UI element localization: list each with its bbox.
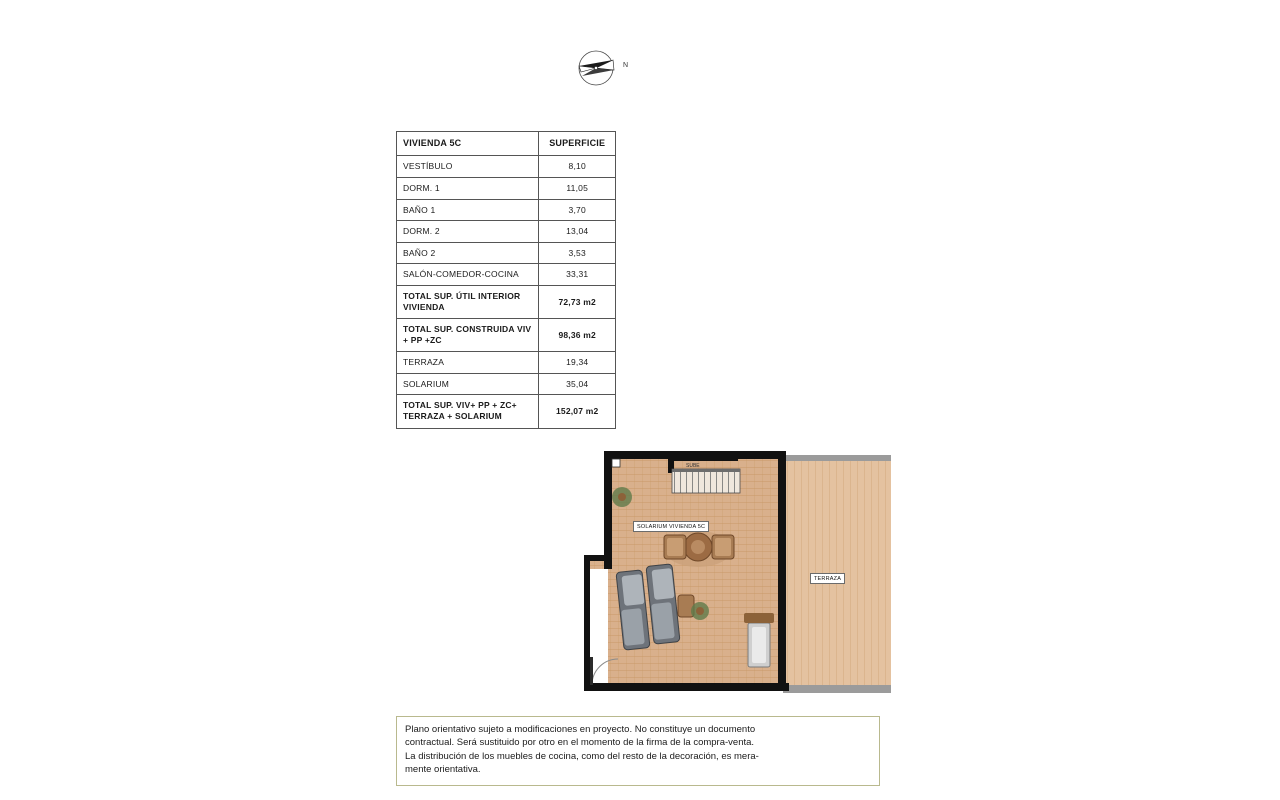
room-area: 33,31 [539, 264, 616, 286]
table-header-row [397, 132, 616, 156]
surface-area-table [396, 131, 616, 429]
solarium-label: SOLARIUM VIVIENDA 5C [633, 521, 709, 532]
room-area: 13,04 [539, 221, 616, 243]
disclaimer-line-4: mente orientativa. [405, 764, 481, 776]
room-area: 72,73 m2 [539, 286, 616, 319]
disclaimer-line-3: La distribución de los muebles de cocina, como del resto de la decoración, es mera- [405, 750, 759, 762]
compass-north-icon [570, 46, 628, 90]
compass [570, 46, 628, 90]
room-area: 19,34 [539, 352, 616, 374]
table-header-dwelling: VIVIENDA 5C [397, 132, 539, 156]
surface-table-body [397, 132, 616, 429]
table-header-surface: SUPERFICIE [539, 132, 616, 156]
disclaimer-line-1: Plano orientativo sujeto a modificaciones en proyecto. No constituye un documento [405, 724, 756, 735]
table-row-total [397, 286, 616, 319]
table-row-total [397, 319, 616, 352]
table-row [397, 352, 616, 374]
table-row [397, 242, 616, 264]
compass-north-label: N [622, 62, 628, 69]
room-name: TOTAL SUP. CONSTRUIDA VIV + PP +ZC [397, 319, 539, 352]
disclaimer-line-2: contractual. Será sustituido por otro en el momento de la firma de la compra-venta. [405, 737, 755, 749]
room-name: SOLARIUM [397, 373, 539, 395]
floor-plan-drawing [578, 447, 898, 705]
table-row [397, 177, 616, 199]
room-area: 98,36 m2 [539, 319, 616, 352]
table-row [397, 373, 616, 395]
room-area: 35,04 [539, 373, 616, 395]
table-row [397, 156, 616, 178]
room-name: BAÑO 1 [397, 199, 539, 221]
terraza-label: TERRAZA [810, 573, 845, 584]
room-area: 3,53 [539, 242, 616, 264]
room-area: 152,07 m2 [539, 395, 616, 428]
room-name: TERRAZA [397, 352, 539, 374]
svg-text:SUBE: SUBE [686, 463, 700, 469]
room-name: DORM. 1 [397, 177, 539, 199]
room-area: 8,10 [539, 156, 616, 178]
room-name: TOTAL SUP. ÚTIL INTERIOR VIVIENDA [397, 286, 539, 319]
table-row [397, 221, 616, 243]
disclaimer-box [396, 716, 880, 786]
room-area: 11,05 [539, 177, 616, 199]
corner-fixture [612, 459, 620, 467]
table-row [397, 199, 616, 221]
room-name: SALÓN-COMEDOR-COCINA [397, 264, 539, 286]
room-name: TOTAL SUP. VIV+ PP + ZC+ TERRAZA + SOLARIUM [397, 395, 539, 428]
table-row [397, 264, 616, 286]
room-name: BAÑO 2 [397, 242, 539, 264]
floor-plan [578, 447, 898, 705]
room-area: 3,70 [539, 199, 616, 221]
room-name: VESTÍBULO [397, 156, 539, 178]
room-name: DORM. 2 [397, 221, 539, 243]
table-row-total [397, 395, 616, 428]
